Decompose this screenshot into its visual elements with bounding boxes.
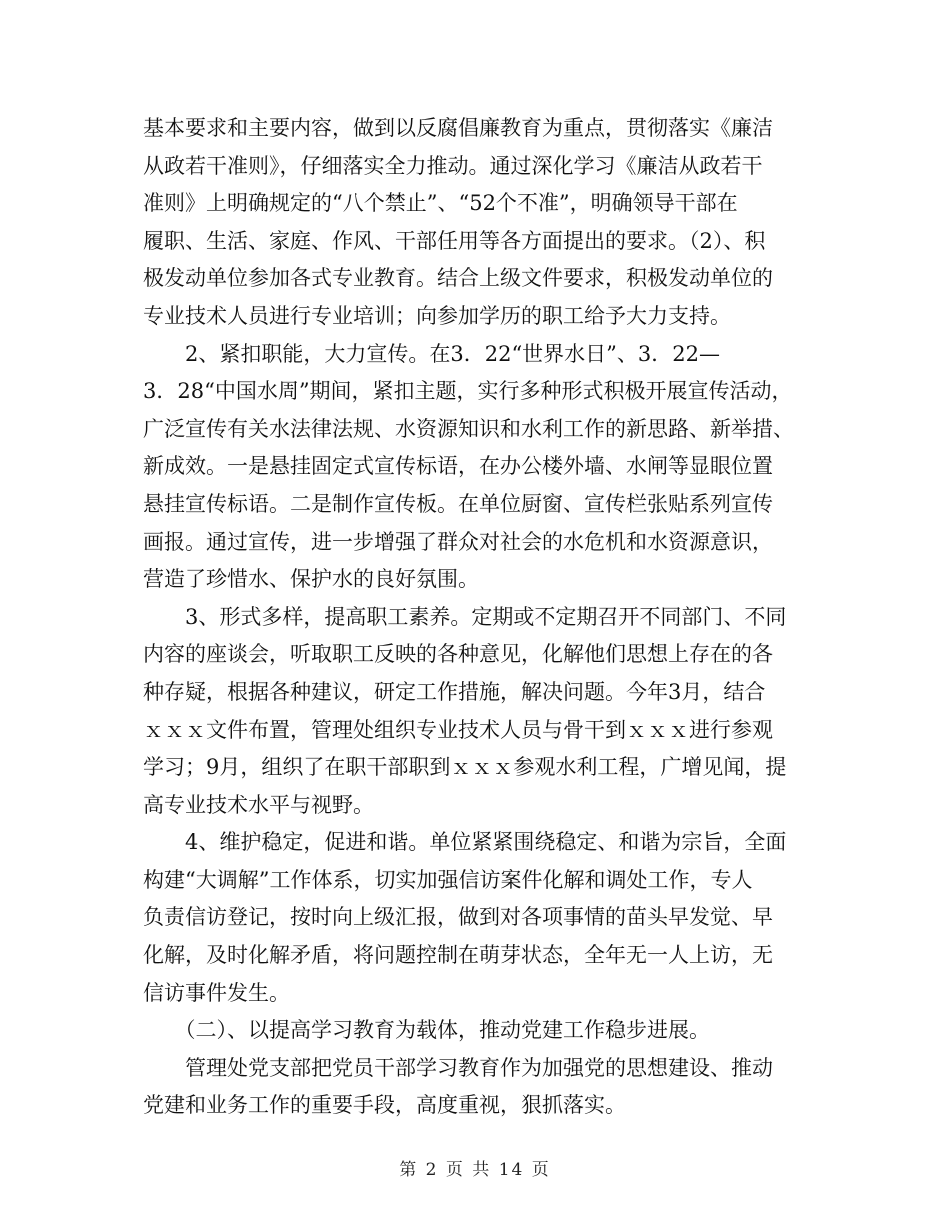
- text-line: 化解，及时化解矛盾，将问题控制在萌芽状态，全年无一人上访，无: [143, 943, 773, 968]
- text-line: 2、紧扣职能，大力宣传。在3．22“世界水日”、3．22—: [143, 341, 720, 366]
- text-line: 构建“大调解”工作体系，切实加强信访案件化解和调处工作，专人: [143, 867, 753, 892]
- text-line: 高专业技术水平与视野。: [143, 792, 374, 817]
- text-line: 内容的座谈会，听取职工反映的各种意见，化解他们思想上存在的各: [143, 642, 773, 667]
- text-line: 4、维护稳定，促进和谐。单位紧紧围绕稳定、和谐为宗旨，全面: [143, 830, 787, 855]
- text-line: 履职、生活、家庭、作风、干部任用等各方面提出的要求。（2）、积: [143, 228, 766, 253]
- text-line: 基本要求和主要内容，做到以反腐倡廉教育为重点，贯彻落实《廉洁: [143, 116, 773, 140]
- text-line: 新成效。一是悬挂固定式宣传标语，在办公楼外墙、水闸等显眼位置: [143, 454, 773, 479]
- text-line: 极发动单位参加各式专业教育。结合上级文件要求，积极发动单位的: [143, 266, 773, 291]
- page-footer: [0, 1155, 950, 1180]
- text-line: 管理处党支部把党员干部学习教育作为加强党的思想建设、推动: [143, 1055, 773, 1080]
- text-line: 信访事件发生。: [143, 980, 290, 1005]
- text-line: 党建和业务工作的重要手段，高度重视，狠抓落实。: [143, 1093, 626, 1118]
- text-line: 准则》上明确规定的“八个禁止”、“52个不准”，明确领导干部在: [143, 191, 738, 216]
- page-number: 第 2 页 共 14 页: [399, 1160, 551, 1180]
- text-line: 种存疑，根据各种建议，研定工作措施，解决问题。今年3月，结合: [143, 679, 766, 704]
- body-text: [143, 110, 823, 1125]
- text-line: 悬挂宣传标语。二是制作宣传板。在单位厨窗、宣传栏张贴系列宣传: [143, 491, 773, 516]
- text-line: 从政若干准则》，仔细落实全力推动。通过深化学习《廉洁从政若干: [143, 153, 763, 178]
- text-line: 广泛宣传有关水法律法规、水资源知识和水利工作的新思路、新举措、: [143, 416, 794, 441]
- text-line: 学习；9月，组织了在职干部职到ｘｘｘ参观水利工程，广增见闻，提: [143, 755, 787, 780]
- text-line: 负责信访登记，按时向上级汇报，做到对各项事情的苗头早发觉、早: [143, 905, 773, 930]
- text-line: （二）、以提高学习教育为载体，推动党建工作稳步进展。: [143, 1018, 710, 1043]
- text-line: 专业技术人员进行专业培训；向参加学历的职工给予大力支持。: [143, 303, 731, 328]
- text-line: 营造了珍惜水、保护水的良好氛围。: [143, 567, 479, 592]
- text-line: 画报。通过宣传，进一步增强了群众对社会的水危机和水资源意识，: [143, 529, 773, 554]
- text-line: 3、形式多样，提高职工素养。定期或不定期召开不同部门、不同: [143, 604, 787, 629]
- text-line: ｘｘｘ文件布置，管理处组织专业技术人员与骨干到ｘｘｘ进行参观: [143, 717, 773, 742]
- text-line: 3．28“中国水周”期间，紧扣主题，实行多种形式积极开展宣传活动，: [143, 379, 793, 404]
